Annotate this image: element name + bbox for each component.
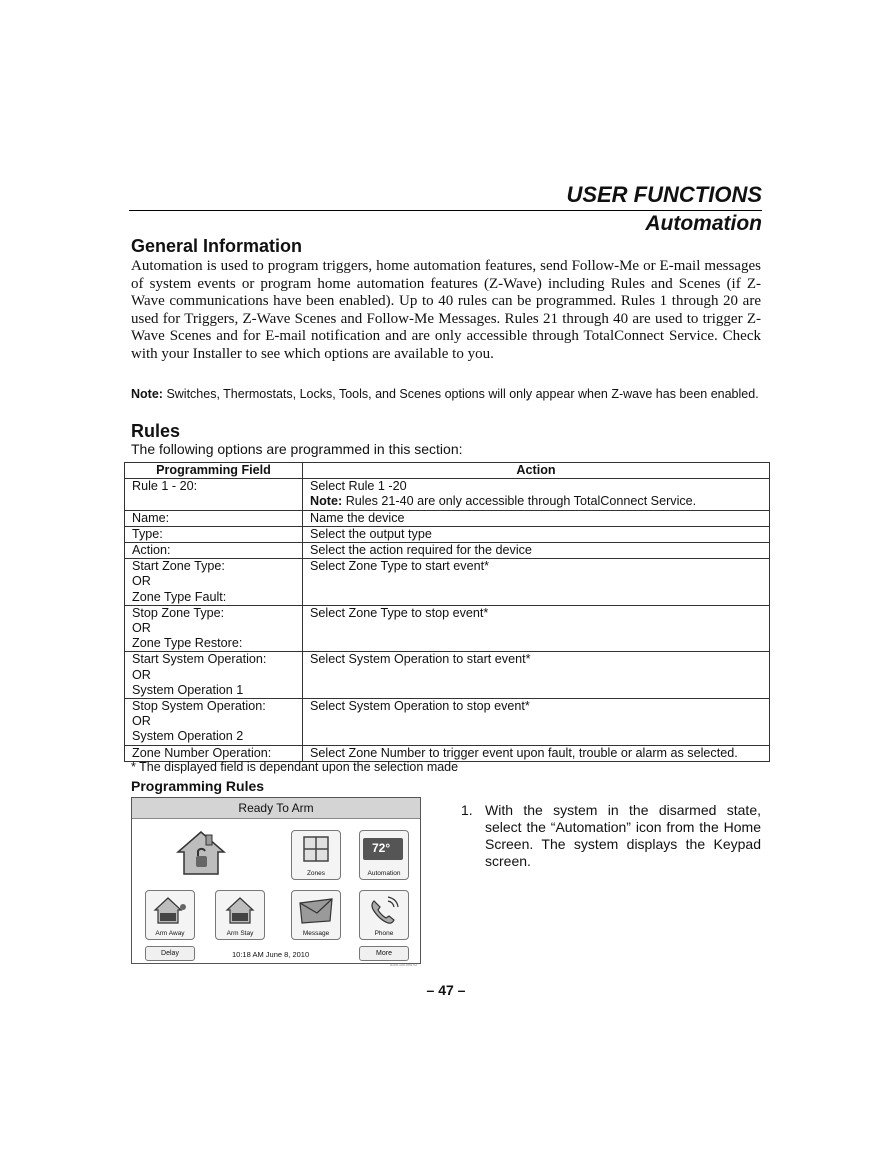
arm-stay-tile[interactable] <box>215 890 265 940</box>
field-line: OR <box>132 714 151 729</box>
automation-label: Automation <box>367 870 401 877</box>
phone-label: Phone <box>374 930 394 937</box>
field-cell <box>125 559 303 606</box>
field-cell <box>125 699 303 746</box>
automation-tile[interactable] <box>359 830 409 880</box>
zones-tile[interactable] <box>291 830 341 880</box>
field-cell <box>125 479 303 510</box>
table-row <box>125 699 770 746</box>
field-line: Zone Type Restore: <box>132 636 243 651</box>
action-cell: Select Zone Number to trigger event upon fault, trouble or alarm as selected. <box>303 745 770 761</box>
field-cell <box>125 745 303 761</box>
table-row <box>125 543 770 559</box>
arm-stay-icon <box>222 895 258 925</box>
table-row <box>125 526 770 542</box>
date-time: 10:18 AM June 8, 2010 <box>232 950 310 959</box>
step-number: 1. <box>461 802 473 818</box>
table-row <box>125 510 770 526</box>
field-line: Stop Zone Type: <box>132 605 225 620</box>
table-row <box>125 479 770 510</box>
thermostat-temp: 72° <box>372 841 391 855</box>
field-line: Type: <box>132 526 163 541</box>
field-line: System Operation 2 <box>132 729 244 744</box>
general-information-body: Automation is used to program triggers, home automation features, send Follow-Me or E-mail messages of system events or program home automation features (Z-Wave) including Rules and Scenes (if Z-Wave communications have been enabled). Up to 40 rules can be programmed. Rules 1 through 20 are used for Triggers, Z-Wave Scenes and Follow-Me Messages. Rules 21 through 40 are used to trigger Z-Wave Scenes and for E-mail notification and are only accessible through TotalConnect Service. Check with your Installer to see which options are available to you. <box>131 258 761 362</box>
action-cell: Name the device <box>303 510 770 526</box>
action-cell: Select Zone Type to start event* <box>303 559 770 606</box>
rules-intro: The following options are programmed in this section: <box>131 441 463 457</box>
note-text: Switches, Thermostats, Locks, Tools, and Scenes options will only appear when Z-wave has been enabled. <box>166 387 759 401</box>
house-status-icon <box>176 830 226 876</box>
table-footnote: * The displayed field is dependant upon the selection made <box>131 760 459 774</box>
note-label: Note: <box>131 387 163 401</box>
field-line: Name: <box>132 510 170 525</box>
field-line: OR <box>132 574 151 589</box>
message-label: Message <box>302 930 330 937</box>
delay-button[interactable]: Delay <box>145 946 195 961</box>
field-cell <box>125 510 303 526</box>
field-line: OR <box>132 621 151 636</box>
action-cell: Select System Operation to start event* <box>303 652 770 699</box>
page-number: – 47 – <box>426 982 466 998</box>
phone-tile[interactable] <box>359 890 409 940</box>
table-row <box>125 745 770 761</box>
phone-icon <box>366 895 402 925</box>
column-header-action: Action <box>303 463 770 479</box>
action-note-text: Rules 21-40 are only accessible through TotalConnect Service. <box>345 494 697 509</box>
status-bar: Ready To Arm <box>132 798 420 819</box>
action-cell <box>303 479 770 510</box>
field-line: Stop System Operation: <box>132 699 266 714</box>
action-cell: Select System Operation to stop event* <box>303 699 770 746</box>
general-information-heading: General Information <box>131 236 303 256</box>
action-note-label: Note: <box>310 494 343 509</box>
rules-heading: Rules <box>131 421 181 441</box>
field-line: Start Zone Type: <box>132 559 225 574</box>
action-cell: Select Zone Type to stop event* <box>303 605 770 652</box>
field-line: Zone Type Fault: <box>132 589 227 604</box>
action-text: Select Rule 1 -20 <box>310 479 407 494</box>
more-button[interactable]: More <box>359 946 409 961</box>
rules-table <box>124 462 770 762</box>
action-cell: Select the output type <box>303 526 770 542</box>
zwave-note <box>131 387 761 402</box>
field-cell <box>125 543 303 559</box>
field-cell <box>125 605 303 652</box>
subsection-title: Automation <box>645 212 762 235</box>
zones-icon <box>298 835 334 865</box>
table-header-row <box>125 463 770 479</box>
thermostat-icon <box>363 838 403 860</box>
action-cell: Select the action required for the device <box>303 543 770 559</box>
table-row <box>125 559 770 606</box>
field-line: Action: <box>132 543 171 558</box>
programming-rules-heading: Programming Rules <box>131 778 265 794</box>
step-1 <box>461 802 761 870</box>
action-note <box>310 494 762 509</box>
field-line: Rule 1 - 20: <box>132 479 198 494</box>
field-cell <box>125 652 303 699</box>
arm-away-label: Arm Away <box>155 930 185 937</box>
zones-label: Zones <box>306 870 326 877</box>
keypad-home-screen <box>131 797 421 964</box>
field-line: Zone Number Operation: <box>132 745 272 760</box>
message-tile[interactable] <box>291 890 341 940</box>
table-row <box>125 652 770 699</box>
envelope-icon <box>298 895 334 925</box>
arm-away-icon <box>152 895 188 925</box>
column-header-field: Programming Field <box>125 463 303 479</box>
field-cell <box>125 526 303 542</box>
field-line: Start System Operation: <box>132 652 267 667</box>
table-row <box>125 605 770 652</box>
section-title: USER FUNCTIONS <box>129 182 762 211</box>
arm-stay-label: Arm Stay <box>226 930 254 937</box>
figure-code: 5100-100-094-V2 <box>390 963 418 967</box>
step-text: With the system in the disarmed state, select the “Automation” icon from the Home Screen. The system displays the Keypad screen. <box>485 802 761 869</box>
field-line: OR <box>132 667 151 682</box>
arm-away-tile[interactable] <box>145 890 195 940</box>
field-line: System Operation 1 <box>132 682 244 697</box>
